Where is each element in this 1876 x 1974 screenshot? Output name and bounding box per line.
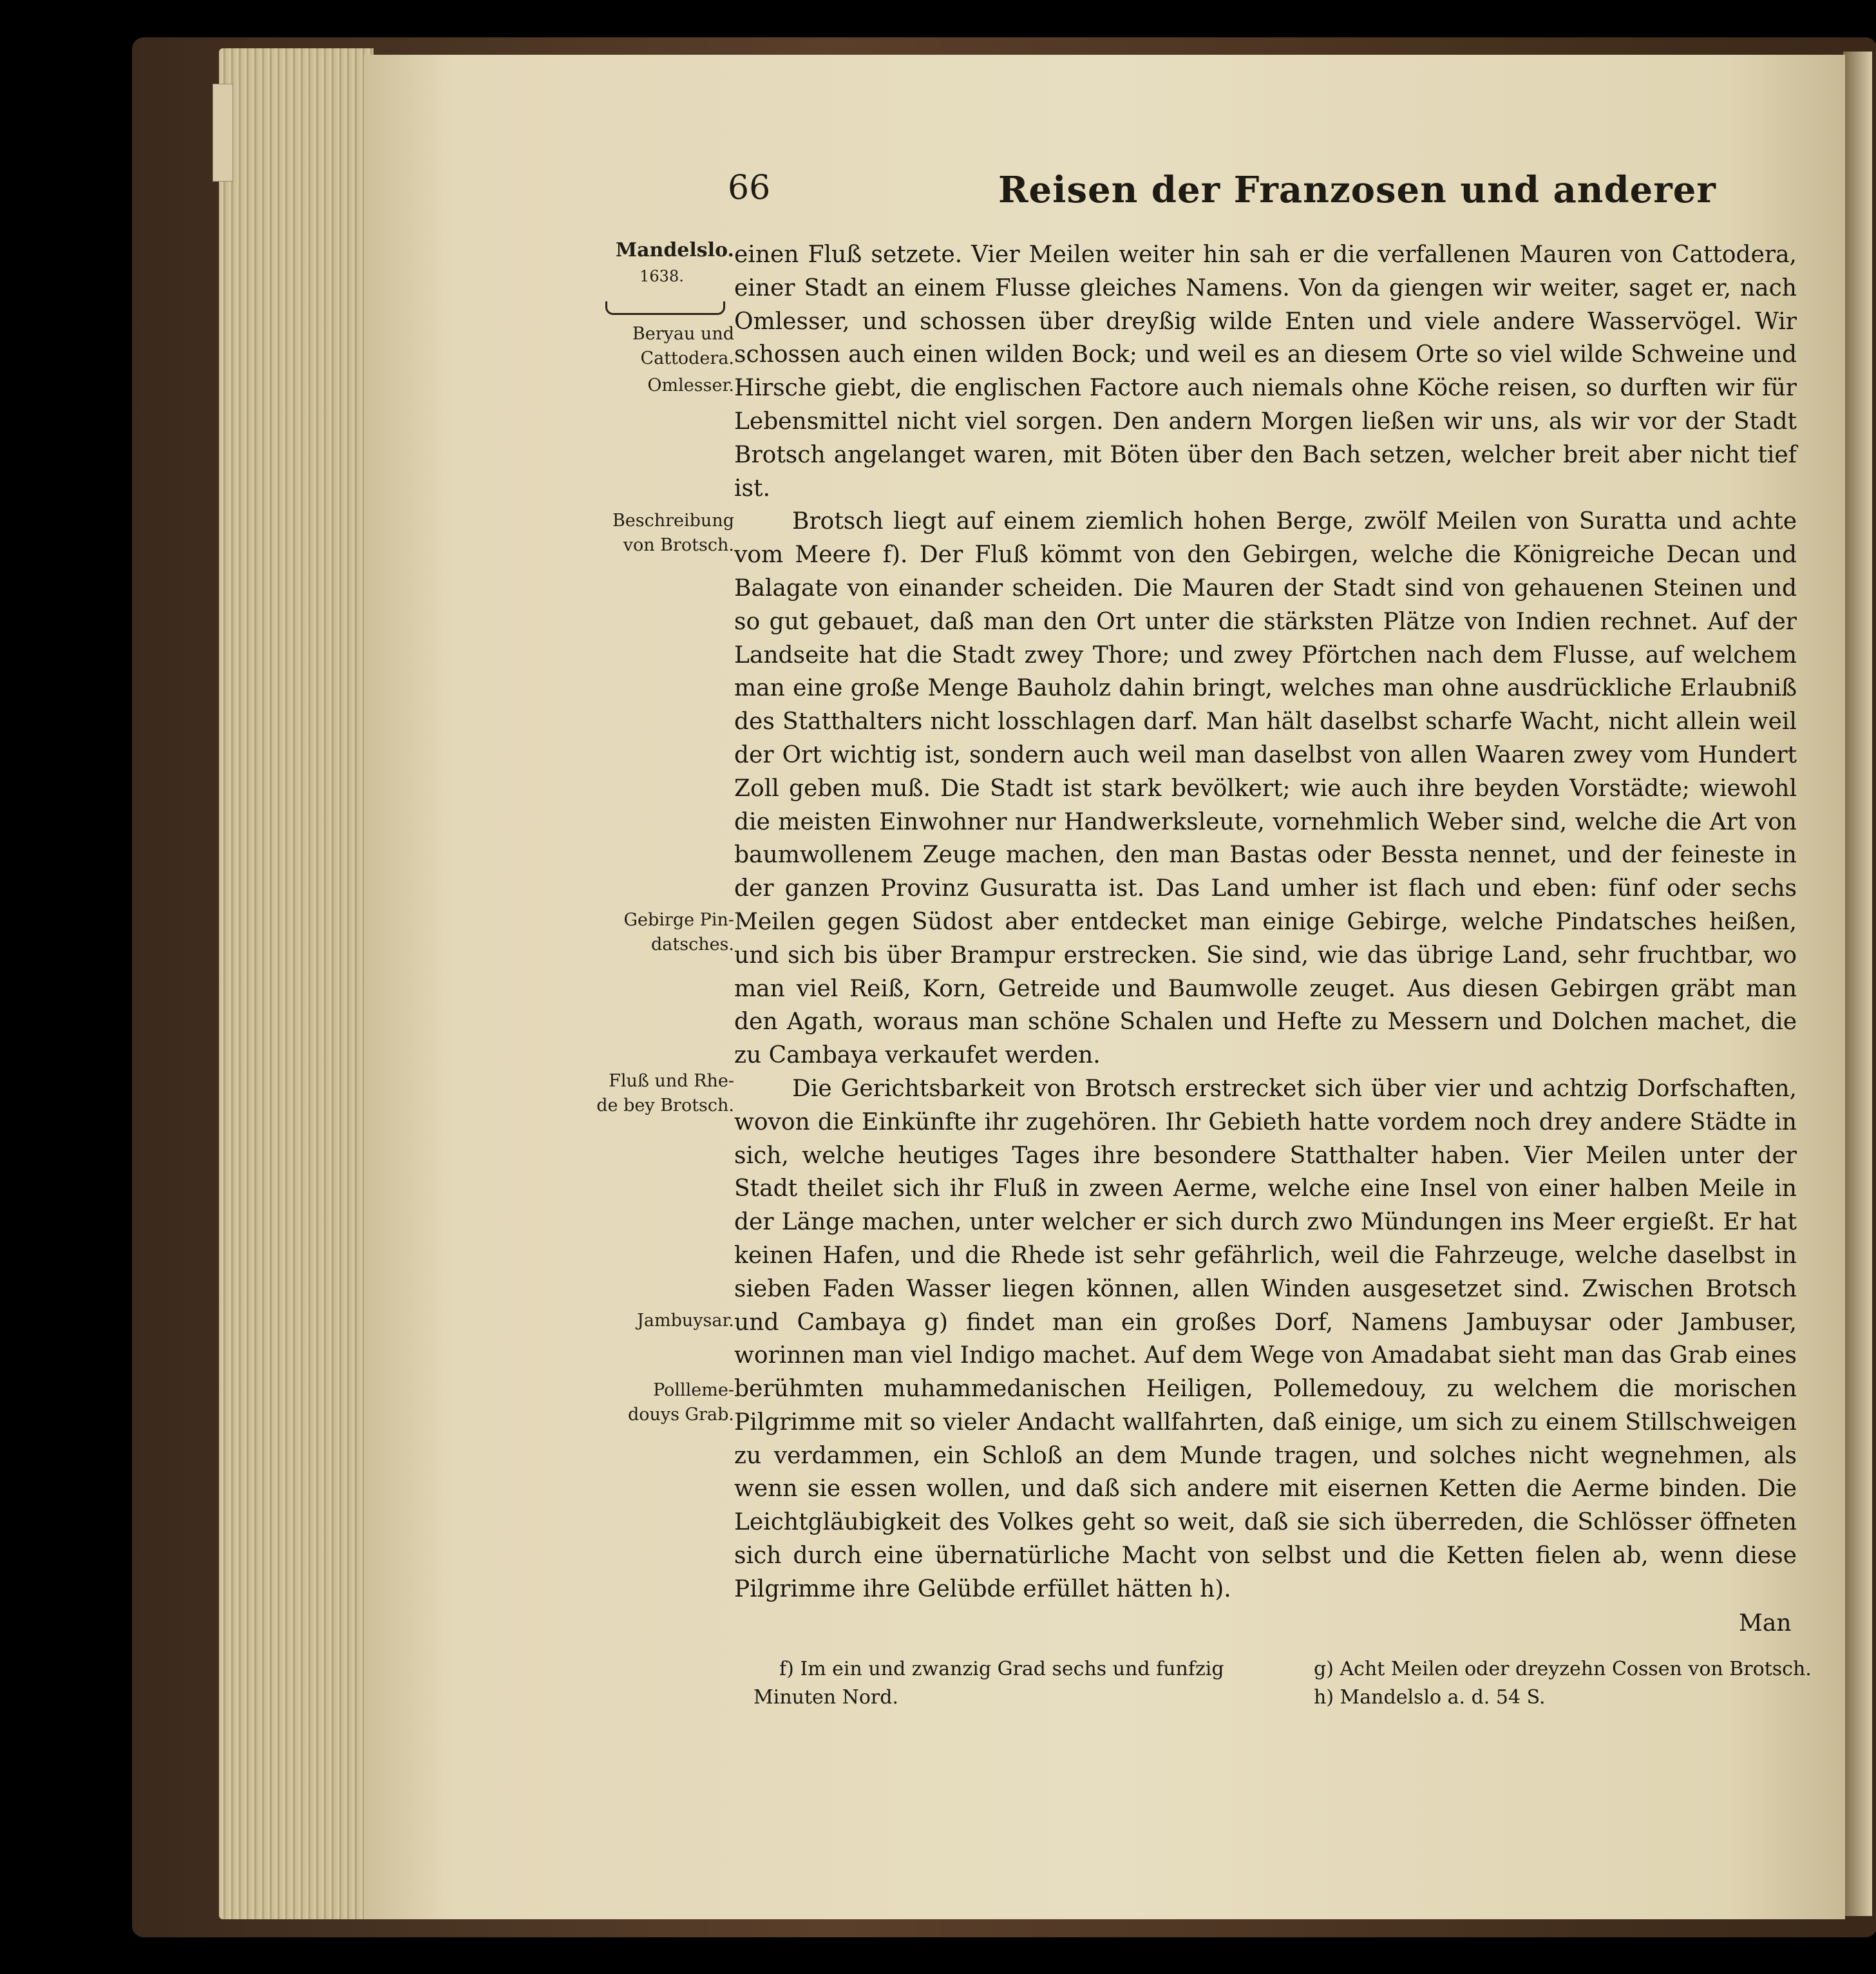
paragraph-2: Brotsch liegt auf einem ziemlich hohen Berge, zwölf Meilen von Suratta und achte vom Meere f). Der Fluß kömmt von den Gebirgen, welche die Königreiche Decan und Balagate von einander scheiden. Die Mauren der Stadt sind von gehauenen Steinen und so gut gebauet, daß man den Ort unter die stärksten Plätze von Indien rechnet. Auf der Landseite hat die Stadt zwey Thore; und zwey Pförtchen nach dem Flusse, auf welchem man eine große Menge Bauholz dahin bringt, welches man ohne ausdrückliche Erlaubniß des Statthalters nicht losschlagen darf. Man hält daselbst scharfe Wacht, nicht allein weil der Ort wichtig ist, sondern auch weil man daselbst von allen Waaren zwey vom Hundert Zoll geben muß. Die Stadt ist stark bevölkert; wie auch ihre beyden Vorstädte; wiewohl die meisten Einwohner nur Handwerksleute, vornehmlich Weber sind, welche die Art von baumwollenem Zeuge machen, den man Bastas oder Bessta nennet, und der feineste in der ganzen Provinz Gusuratta ist. Das Land umher ist flach und eben: fünf oder sechs Meilen gegen Südost aber entdecket man einige Gebirge, welche Pindatsches heißen, und sich bis über Brampur erstrecken. Sie sind, wie das übrige Land, sehr fruchtbar, wo man viel Reiß, Korn, Getreide und Baumwolle zeuget. Aus diesen Gebirgen gräbt man den Agath, woraus man schöne Schalen und Hefte zu Messern und Dolchen machet, die zu Cambaya verkaufet werden. [734,508,1797,1069]
footnote-h: h) Mandelslo a. d. 54 S. [1314,1686,1546,1709]
margin-note-beryau: Beryau und [632,324,734,344]
next-page-edge [1843,52,1872,1916]
margin-note-von-brotsch: von Brotsch. [623,535,734,555]
paragraph-1: einen Fluß setzete. Vier Meilen weiter hin sah er die verfallenen Mauren von Cattodera, einer Stadt an einem Flusse gleiches Namens. Von da giengen wir weiter, saget er, nach Omlesser, und schossen über dreyßig wilde Enten und viele andere Wasservögel. Wir schossen auch einen wilden Bock; und weil es an diesem Orte so viel wilde Schweine und Hirsche giebt, die englischen Factore auch niemals ohne Köche reisen, so durften wir für Lebensmittel nicht viel sorgen. Den andern Morgen ließen wir uns, als wir vor der Stadt Brotsch angelanget waren, mit Böten über den Bach setzen, welcher breit aber nicht tief ist. [734,242,1797,502]
catchword: Man [1739,1610,1792,1637]
margin-note-jambuysar: Jambuysar. [637,1311,734,1331]
footnote-f: f) Im ein und zwanzig Grad sechs und funfzig [779,1658,1224,1680]
margin-note-beschreibung: Beschreibung [612,511,734,531]
margin-note-omlesser: Omlesser. [647,375,734,395]
page-edges [219,48,374,1919]
margin-note-pindatsches: datsches. [650,935,734,954]
margin-note-pollemedouy: Pollleme- [653,1380,734,1400]
paragraph-3: Die Gerichtsbarkeit von Brotsch erstrecket sich über vier und achtzig Dorfschaften, wovon die Einkünfte ihr zugehören. Ihr Gebieth hatte vordem noch drey andere Städte in sich, welche heutiges Tages ihre besondere Statthalter haben. Vier Meilen unter der Stadt theilet sich ihr Fluß in zween Aerme, welche eine Insel von einer halben Meile in der Länge machen, unter welcher er sich durch zwo Mündungen ins Meer ergießt. Er hat keinen Hafen, und die Rhede ist sehr gefährlich, weil die Fahrzeuge, welche daselbst in sieben Faden Wasser liegen können, allen Winden ausgesetzet sind. Zwischen Brotsch und Cambaya g) findet man ein großes Dorf, Namens Jambuysar oder Jambuser, worinnen man viel Indigo machet. Auf dem Wege von Amadabat sieht man das Grab eines berühmten muhammedanischen Heiligen, Pollemedouy, zu welchem die morischen Pilgrimme mit so vieler Andacht wallfahrten, daß einige, um sich zu einem Stillschweigen zu verdammen, ein Schloß an dem Munde tragen, und solches nicht wegnehmen, als wenn sie essen wollen, und daß sich andere mit eisernen Ketten die Aerme binden. Die Leichtgläubigkeit des Volkes geht so weit, daß sie sich überreden, die Schlösser öffneten sich durch eine übernatürliche Macht von selbst und die Ketten fielen ab, wenn diese Pilgrimme ihre Gelübde erfüllet hätten h). [734,1075,1797,1602]
margin-note-grab: douys Grab. [627,1405,734,1425]
footnote-f-continued: Minuten Nord. [753,1686,899,1709]
previous-page-fragment [213,84,233,182]
margin-note-gebirge: Gebirge Pin- [623,910,734,930]
page-header [728,169,1797,227]
page-number: 66 [728,169,771,207]
body-text [734,238,1797,1606]
margin-note-cattodera: Cattodera. [640,348,734,368]
margin-author: Mandelslo. [615,239,734,261]
margin-year: 1638. [640,267,684,285]
margin-note-fluss: Fluß und Rhe- [609,1071,734,1091]
margin-note-rhede: de bey Brotsch. [596,1096,734,1115]
running-title: Reisen der Franzosen und anderer [998,169,1716,211]
margin-brace [605,301,725,315]
footnote-g: g) Acht Meilen oder dreyzehn Cossen von Brotsch. [1314,1658,1812,1680]
